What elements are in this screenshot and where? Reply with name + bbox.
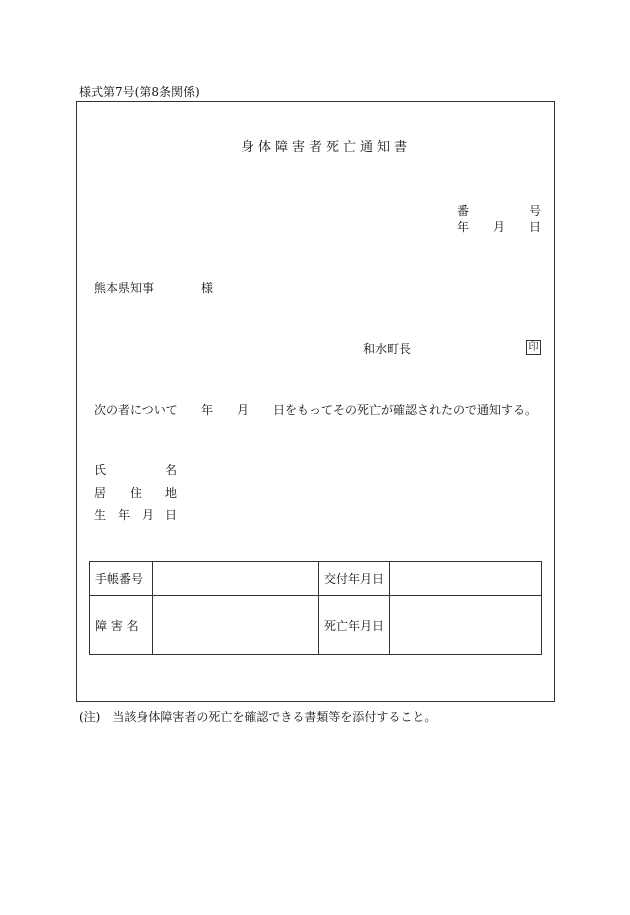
body-prefix: 次の者について xyxy=(94,403,178,417)
issue-date-field[interactable] xyxy=(390,562,542,596)
handbook-number-label: 手帳番号 xyxy=(90,562,153,596)
addressee-honorific: 様 xyxy=(201,281,214,295)
handbook-number-field[interactable] xyxy=(153,562,319,596)
sender: 和水町長 xyxy=(363,342,412,356)
body-month-label: 月 xyxy=(237,403,250,417)
number-suffix: 号 xyxy=(529,204,542,218)
disability-name-field[interactable] xyxy=(153,596,319,655)
date-day-label: 日 xyxy=(529,220,542,234)
birthdate-label-2: 年 xyxy=(118,508,131,522)
details-table xyxy=(89,561,542,655)
body-year-label: 年 xyxy=(201,403,214,417)
death-date-field[interactable] xyxy=(390,596,542,655)
name-label-1: 氏 xyxy=(94,463,107,477)
body-suffix: 日をもってその死亡が確認されたので通知する。 xyxy=(273,403,538,417)
table-row xyxy=(90,596,542,655)
form-identifier: 様式第7号(第8条関係) xyxy=(79,85,200,99)
address-label-2: 住 xyxy=(130,486,143,500)
birthdate-label-3: 月 xyxy=(142,508,155,522)
name-label-2: 名 xyxy=(165,463,178,477)
addressee: 熊本県知事 xyxy=(94,281,155,295)
table-row xyxy=(90,562,542,596)
document-title: 身体障害者死亡通知書 xyxy=(241,140,412,155)
date-month-label: 月 xyxy=(493,220,506,234)
address-label-1: 居 xyxy=(94,486,107,500)
death-date-label: 死亡年月日 xyxy=(319,596,390,655)
address-label-3: 地 xyxy=(165,486,178,500)
issue-date-label: 交付年月日 xyxy=(319,562,390,596)
date-year-label: 年 xyxy=(457,220,470,234)
footnote: (注) 当該身体障害者の死亡を確認できる書類等を添付すること。 xyxy=(79,710,437,724)
number-label: 番 xyxy=(457,204,470,218)
seal-mark: 印 xyxy=(526,340,541,355)
disability-name-label: 障 害 名 xyxy=(90,596,153,655)
birthdate-label-1: 生 xyxy=(94,508,107,522)
birthdate-label-4: 日 xyxy=(165,508,178,522)
